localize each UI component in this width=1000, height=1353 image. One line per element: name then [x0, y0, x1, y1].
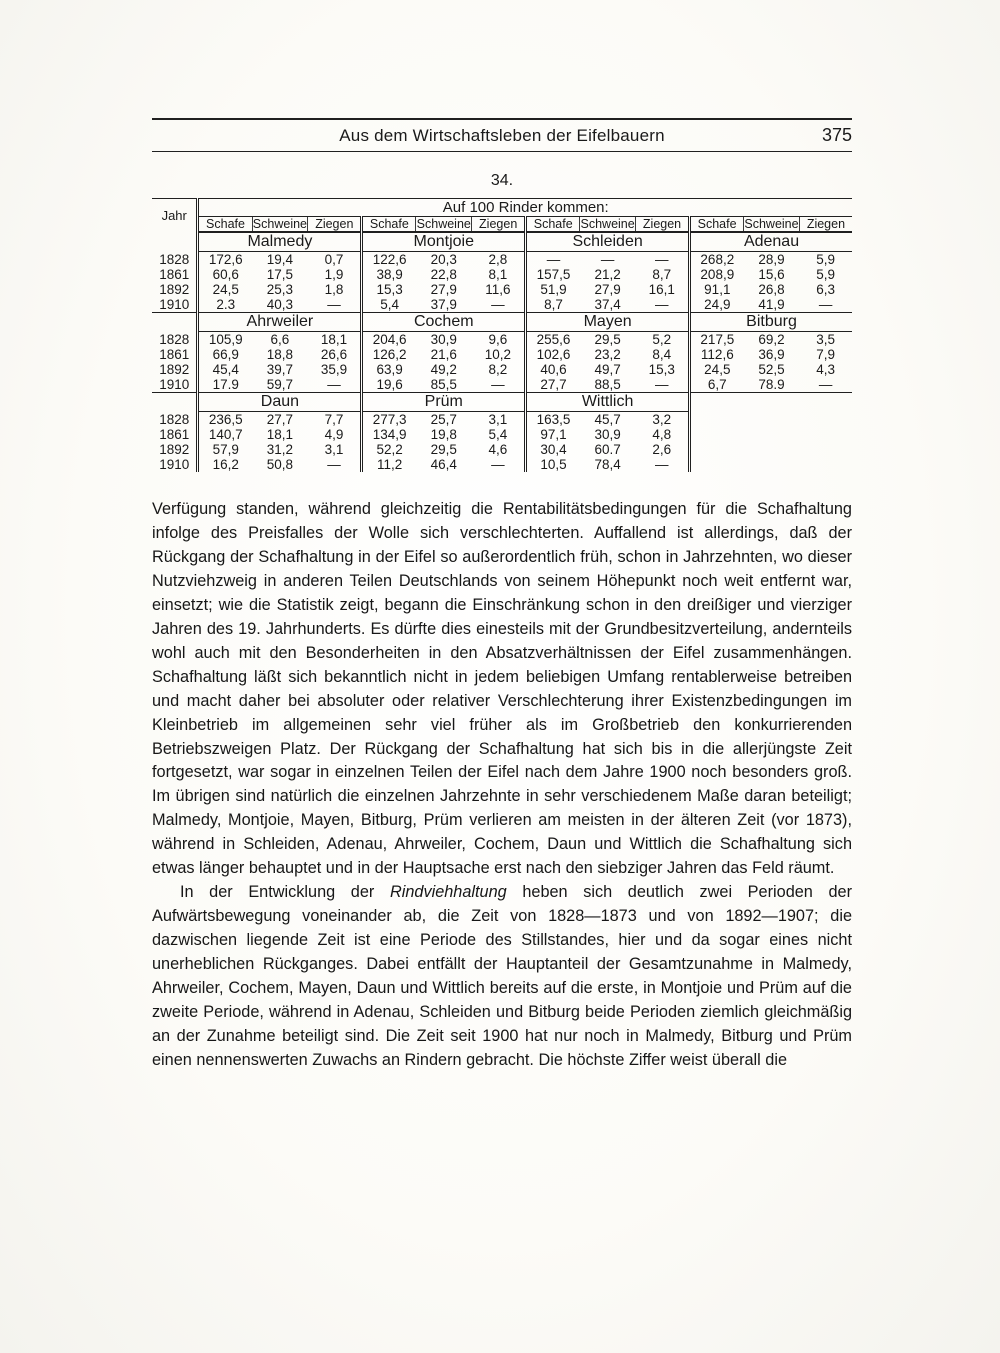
cell: 35,9	[320, 362, 348, 377]
cell: 3,2	[652, 412, 672, 427]
cell: —	[636, 377, 690, 393]
subheader-ziegen-2: Ziegen	[472, 217, 526, 233]
cell: —	[526, 252, 580, 268]
cell: 10,2	[484, 347, 512, 362]
cell: 10,5	[526, 457, 580, 472]
row-year: 1828	[152, 412, 198, 428]
subheader-schafe-3: Schafe	[526, 217, 580, 233]
cell: 51,9	[526, 282, 580, 297]
cell: 21,2	[594, 267, 621, 282]
row-year: 1861	[152, 347, 198, 362]
cell: 255,6	[526, 332, 580, 348]
subheader-schweine-4: Schweine	[744, 217, 799, 231]
cell: 66,9	[212, 347, 239, 362]
cell: 30,4	[526, 442, 580, 457]
cell: 24,5	[690, 362, 744, 377]
region-wittlich: Wittlich	[526, 393, 690, 412]
cell: 7,7	[324, 412, 344, 427]
cell: 19,8	[430, 427, 457, 442]
cell: 8,2	[488, 362, 508, 377]
cell: 60.7	[594, 442, 621, 457]
cell: 24,5	[212, 282, 239, 297]
table-header-row-sub	[152, 217, 852, 233]
subheader-ziegen-3: Ziegen	[636, 217, 690, 233]
cell: 208,9	[690, 267, 744, 282]
cell: —	[327, 457, 341, 472]
cell: 2,8	[488, 252, 508, 267]
cell: 27,9	[430, 282, 457, 297]
cell: 172,6	[208, 252, 243, 267]
cell: 38,9	[362, 267, 416, 282]
cell: 15,3	[648, 362, 675, 377]
cell: 50,8	[266, 457, 294, 472]
cell: 85,5	[416, 377, 472, 393]
cell: 88,5	[580, 377, 636, 393]
cell: 5,4	[488, 427, 508, 442]
region-pruem: Prüm	[362, 393, 526, 412]
cell: 236,5	[208, 412, 243, 427]
table-row	[152, 297, 852, 313]
cell: 4,9	[324, 427, 344, 442]
page-number: 375	[821, 125, 852, 145]
row-year: 1892	[152, 442, 198, 457]
body-text	[152, 498, 852, 1073]
cell: 29,5	[594, 332, 621, 347]
cell: 91,1	[690, 282, 744, 297]
spacer-jahr-1	[152, 232, 198, 252]
row-year: 1910	[152, 457, 198, 472]
cell: 78.9	[744, 377, 800, 393]
spacer-jahr-2	[152, 313, 198, 332]
region-adenau: Adenau	[690, 232, 852, 252]
cell: 16,1	[648, 282, 675, 297]
cell: —	[308, 377, 362, 393]
cell: —	[600, 252, 615, 267]
cell: 3,1	[324, 442, 344, 457]
cell-empty	[690, 457, 852, 472]
cell: 49,7	[594, 362, 621, 377]
cell: 8,1	[488, 267, 508, 282]
cell: 18,1	[320, 332, 348, 347]
cell: 39,7	[266, 362, 294, 377]
cell: 37,9	[416, 297, 472, 313]
statistics-table	[152, 198, 852, 472]
table-row	[152, 377, 852, 393]
cell: 5,9	[816, 267, 836, 282]
cell: 57,9	[212, 442, 239, 457]
cell: 9,6	[488, 332, 508, 347]
cell: 40,6	[526, 362, 580, 377]
cell: 21,6	[430, 347, 457, 362]
table-row	[152, 267, 852, 282]
table-caption-span: Auf 100 Rinder kommen:	[198, 199, 852, 217]
cell: 46,4	[430, 457, 457, 472]
table-row	[152, 252, 852, 268]
cell: 49,2	[430, 362, 457, 377]
cell: 105,9	[208, 332, 243, 347]
table-header-row-main	[152, 199, 852, 217]
cell: 1,9	[324, 267, 344, 282]
cell: 45,4	[212, 362, 239, 377]
cell: 157,5	[526, 267, 580, 282]
cell: 60,6	[212, 267, 239, 282]
table-row	[152, 442, 852, 457]
cell: 23,2	[594, 347, 621, 362]
region-row-block2	[152, 313, 852, 332]
cell: 69,2	[758, 332, 785, 347]
cell: 40,3	[252, 297, 308, 313]
cell: 134,9	[362, 427, 416, 442]
cell: 17,5	[266, 267, 294, 282]
region-malmedy: Malmedy	[198, 232, 362, 252]
table-row	[152, 282, 852, 297]
table-row	[152, 412, 852, 428]
row-year: 1861	[152, 267, 198, 282]
cell: 28,9	[758, 252, 785, 267]
cell: 18,1	[266, 427, 294, 442]
cell: 8,4	[652, 347, 672, 362]
region-row-block3	[152, 393, 852, 412]
cell: 4,8	[652, 427, 672, 442]
cell: 63,9	[362, 362, 416, 377]
cell: —	[491, 457, 505, 472]
cell: —	[472, 297, 526, 313]
cell: 22,8	[430, 267, 457, 282]
cell: 268,2	[690, 252, 744, 268]
cell: 0,7	[324, 252, 344, 267]
cell: 112,6	[690, 347, 744, 362]
cell: 6,7	[690, 377, 744, 393]
subheader-ziegen-1: Ziegen	[308, 217, 362, 233]
cell: 20,3	[430, 252, 457, 267]
region-montjoie: Montjoie	[362, 232, 526, 252]
cell: 11,2	[362, 457, 416, 472]
region-row-block1	[152, 232, 852, 252]
subheader-schweine-1: Schweine	[252, 217, 307, 231]
cell: 2.3	[198, 297, 252, 313]
cell: 3,1	[488, 412, 508, 427]
row-year: 1892	[152, 362, 198, 377]
cell: 6,6	[270, 332, 290, 347]
row-year: 1861	[152, 427, 198, 442]
cell: 6,3	[816, 282, 836, 297]
cell: 25,3	[266, 282, 294, 297]
cell: 25,7	[430, 412, 457, 427]
paragraph-2-emphasis: Rindviehhaltung	[389, 883, 507, 902]
cell: —	[799, 297, 852, 313]
cell: 217,5	[690, 332, 744, 348]
cell: 7,9	[816, 347, 836, 362]
table-row	[152, 457, 852, 472]
cell-empty	[690, 442, 852, 457]
region-mayen: Mayen	[526, 313, 690, 332]
cell: —	[472, 377, 526, 393]
cell: 30,9	[430, 332, 457, 347]
row-year: 1910	[152, 297, 198, 313]
cell: 17.9	[198, 377, 252, 393]
subheader-schafe-2: Schafe	[362, 217, 416, 233]
cell: 27,9	[594, 282, 621, 297]
cell: —	[308, 297, 362, 313]
cell: 24,9	[690, 297, 744, 313]
cell-empty	[690, 412, 852, 428]
cell: 36,9	[758, 347, 785, 362]
cell: 140,7	[208, 427, 243, 442]
cell: 1,8	[324, 282, 344, 297]
paragraph-1: Verfügung standen, während gleichzeitig die Rentabilitätsbedingungen für die Schafhaltung infolge des Preisfalles der Wolle sich verschlechterten. Auffallend ist allerdings, daß der Rückgang der Schafhaltung in der Eifel so außerordentlich früh, schon in Jahrzehnten, wo dieser Nutzviehzweig in anderen Teilen Deutschlands von seinem Höhepunkt noch weit entfernt war, einsetzt; wie die Statistik zeigt, begann die Einschränkung schon in den dreißiger und vierziger Jahren des 19. Jahrhunderts. Es dürfte dies einesteils mit der Grundbesitzverteilung, andernteils wohl auch mit den Besonderheiten in den Absatzverhältnissen der Eifel zusammenhängen. Schafhaltung läßt sich bekanntlich nicht in jedem beliebigen Umfang rentablerweise betreiben und macht daher bei absoluter oder relativer Verschlechterung ihrer Existenzbedingungen im Kleinbetrieb im allgemeinen sehr viel früher als im Großbetrieb den konkurrierenden Betriebszweigen Platz. Der Rückgang der Schafhaltung hat sich bis in die allerjüngste Zeit fortgesetzt, war sogar in einzelnen Teilen der Eifel nach dem Jahre 1900 noch besonders groß. Im übrigen sind natürlich die einzelnen Jahrzehnte in sehr verschiedenem Maße daran beteiligt; Malmedy, Montjoie, Mayen, Bitburg, Prüm verlieren am meisten in der älteren Zeit (vor 1873), während in Schleiden, Adenau, Ahrweiler, Cochem, Daun und Wittlich die Schafhaltung sich etwas länger behauptet und in der Hauptsache erst nach den siebziger Jahren das Feld räumt.	[152, 500, 852, 878]
region-empty	[690, 393, 852, 412]
subheader-schweine-2: Schweine	[416, 217, 471, 231]
table-row	[152, 347, 852, 362]
cell: —	[655, 252, 669, 267]
cell: 5,4	[362, 297, 416, 313]
cell: 4,6	[488, 442, 508, 457]
col-header-jahr: Jahr	[152, 199, 198, 233]
cell: 27,7	[526, 377, 580, 393]
region-cochem: Cochem	[362, 313, 526, 332]
cell: 27,7	[266, 412, 294, 427]
subheader-schafe-4: Schafe	[690, 217, 744, 233]
cell: 37,4	[580, 297, 636, 313]
subheader-schafe-1: Schafe	[198, 217, 252, 233]
subheader-schweine-3: Schweine	[580, 217, 635, 231]
cell: 29,5	[430, 442, 457, 457]
row-year: 1828	[152, 332, 198, 348]
cell: 11,6	[485, 282, 511, 297]
table-row	[152, 332, 852, 348]
header-title: Aus dem Wirtschaftsleben der Eifelbauern	[339, 126, 665, 145]
cell: 41,9	[744, 297, 800, 313]
paragraph-2-pre: In der Entwicklung der	[180, 883, 390, 902]
cell: 78,4	[594, 457, 621, 472]
cell: 26,6	[320, 347, 348, 362]
cell: 59,7	[252, 377, 308, 393]
cell: —	[655, 457, 669, 472]
cell: 2,6	[652, 442, 672, 457]
cell: 30,9	[594, 427, 621, 442]
cell: 4,3	[816, 362, 836, 377]
cell: 26,8	[758, 282, 785, 297]
cell: —	[799, 377, 852, 393]
cell: 5,9	[816, 252, 836, 267]
cell-empty	[690, 427, 852, 442]
cell: 97,1	[526, 427, 580, 442]
region-bitburg: Bitburg	[690, 313, 852, 332]
paragraph-2-post: heben sich deutlich zwei Perioden der Aufwärtsbewegung voneinander ab, die Zeit von 1828—1873 und von 1892—1907; die dazwischen liegende Zeit ist eine Periode des Stillstandes, hier und da sogar eines nicht unerheblichen Rückganges. Dabei entfällt der Hauptanteil der Gesamtzunahme in Malmedy, Ahrweiler, Cochem, Mayen, Daun und Wittlich bereits auf die erste, in Montjoie und Prüm auf die zweite Periode, während in Adenau, Schleiden und Bitburg beide Perioden ziemlich gleichmäßig an der Zunahme beteiligt sind. Die Zeit seit 1900 hat nur noch in Malmedy, Bitburg und Prüm einen nennenswerten Zuwachs an Rindern gebracht. Die höchste Ziffer weist überall die	[152, 883, 852, 1069]
row-year: 1892	[152, 282, 198, 297]
cell: 52,5	[758, 362, 785, 377]
cell: 31,2	[266, 442, 294, 457]
cell: 19,4	[266, 252, 294, 267]
cell: 15,6	[758, 267, 785, 282]
cell: 204,6	[362, 332, 416, 348]
cell: 126,2	[362, 347, 416, 362]
cell: 102,6	[526, 347, 580, 362]
cell: —	[636, 297, 690, 313]
cell: 163,5	[526, 412, 580, 428]
cell: 8,7	[526, 297, 580, 313]
paragraph-2	[152, 881, 852, 1073]
table-row	[152, 362, 852, 377]
table-number: 34.	[490, 172, 514, 189]
cell: 52,2	[362, 442, 416, 457]
spacer-jahr-3	[152, 393, 198, 412]
cell: 45,7	[594, 412, 621, 427]
region-ahrweiler: Ahrweiler	[198, 313, 362, 332]
cell: 5,2	[652, 332, 672, 347]
running-header	[152, 120, 852, 151]
region-schleiden: Schleiden	[526, 232, 690, 252]
cell: 122,6	[362, 252, 416, 268]
table-row	[152, 427, 852, 442]
cell: 18,8	[266, 347, 294, 362]
cell: 15,3	[362, 282, 416, 297]
header-bottom-rule	[152, 151, 852, 152]
cell: 3,5	[816, 332, 836, 347]
row-year: 1828	[152, 252, 198, 268]
row-year: 1910	[152, 377, 198, 393]
cell: 16,2	[212, 457, 239, 472]
cell: 277,3	[362, 412, 416, 428]
cell: 19,6	[362, 377, 416, 393]
page-content	[152, 118, 852, 1073]
region-daun: Daun	[198, 393, 362, 412]
cell: 8,7	[652, 267, 672, 282]
subheader-ziegen-4: Ziegen	[799, 217, 852, 233]
